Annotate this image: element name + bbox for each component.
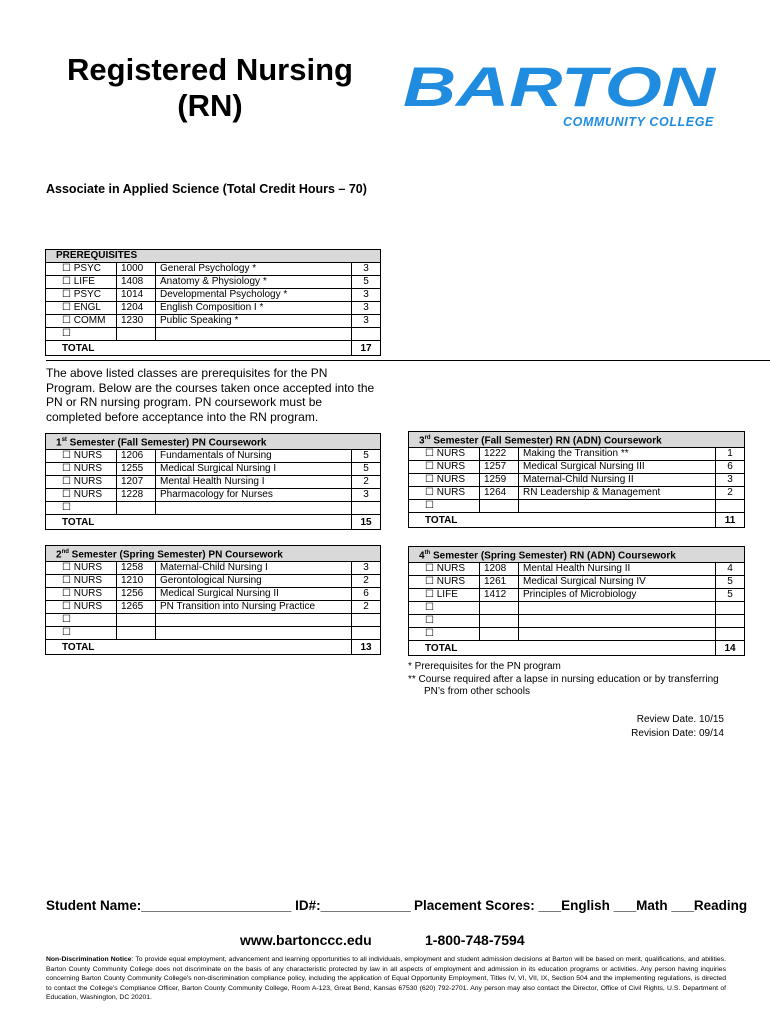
course-title-cell: Developmental Psychology * — [156, 289, 352, 302]
number-cell: 1210 — [117, 575, 156, 588]
review-date: Review Date. 10/15 — [636, 714, 724, 725]
course-title-cell: Medical Surgical Nursing II — [156, 588, 352, 601]
table-row — [46, 562, 381, 575]
table-header — [46, 250, 381, 263]
hours-cell: 5 — [716, 589, 745, 602]
course-title-cell: Maternal-Child Nursing I — [156, 562, 352, 575]
table-row — [409, 500, 745, 513]
number-cell: 1255 — [117, 463, 156, 476]
dept-cell[interactable]: ☐ NURS — [46, 463, 117, 476]
footnote-2-cont: PN’s from other schools — [424, 686, 530, 697]
dept-cell[interactable]: ☐ NURS — [409, 461, 480, 474]
dept-cell[interactable]: ☐ — [409, 500, 480, 513]
course-title-cell: PN Transition into Nursing Practice — [156, 601, 352, 614]
table-row — [409, 563, 745, 576]
semester-2-header: 2nd Semester (Spring Semester) PN Coursework — [46, 546, 381, 562]
number-cell: 1258 — [117, 562, 156, 575]
notice-label: Non-Discrimination Notice — [46, 956, 132, 963]
course-title-cell: Public Speaking * — [156, 315, 352, 328]
footnote-1: * Prerequisites for the PN program — [408, 661, 561, 672]
table-row — [46, 328, 381, 341]
course-title-cell: Medical Surgical Nursing I — [156, 463, 352, 476]
hours-cell: 3 — [352, 315, 381, 328]
course-title-cell: Gerontological Nursing — [156, 575, 352, 588]
table-row — [409, 487, 745, 500]
table-row — [46, 476, 381, 489]
website-link[interactable]: www.bartonccc.edu — [240, 932, 372, 948]
course-title-cell: Principles of Microbiology — [519, 589, 716, 602]
number-cell — [117, 614, 156, 627]
table-row — [409, 589, 745, 602]
dept-cell[interactable]: ☐ NURS — [46, 562, 117, 575]
semester-4-header: 4th Semester (Spring Semester) RN (ADN) Coursework — [409, 547, 745, 563]
table-row — [46, 315, 381, 328]
total-row — [409, 513, 745, 528]
table-row — [409, 615, 745, 628]
hours-cell: 3 — [352, 289, 381, 302]
dept-cell[interactable]: ☐ COMM — [46, 315, 117, 328]
logo-word: BARTON — [403, 60, 718, 118]
hours-cell: 2 — [352, 476, 381, 489]
degree-subtitle: Associate in Applied Science (Total Credit Hours – 70) — [46, 182, 367, 196]
table-row — [409, 461, 745, 474]
hours-cell: 5 — [352, 276, 381, 289]
hours-cell: 2 — [352, 601, 381, 614]
semester-2-table — [45, 545, 381, 655]
logo-sub: COMMUNITY COLLEGE — [563, 115, 714, 129]
table-row — [409, 602, 745, 615]
course-title-cell — [156, 614, 352, 627]
dept-cell[interactable]: ☐ NURS — [46, 588, 117, 601]
number-cell: 1228 — [117, 489, 156, 502]
table-row — [46, 575, 381, 588]
dept-cell[interactable]: ☐ — [46, 328, 117, 341]
course-title-cell: Maternal-Child Nursing II — [519, 474, 716, 487]
number-cell — [117, 627, 156, 640]
dept-cell[interactable]: ☐ NURS — [46, 476, 117, 489]
dept-cell[interactable]: ☐ — [409, 615, 480, 628]
number-cell: 1000 — [117, 263, 156, 276]
number-cell: 1408 — [117, 276, 156, 289]
table-row — [46, 276, 381, 289]
course-title-cell: Making the Transition ** — [519, 448, 716, 461]
number-cell: 1222 — [480, 448, 519, 461]
placement-scores-line[interactable]: Placement Scores: ___English ___Math ___Reading — [414, 898, 748, 913]
course-title-cell: Anatomy & Physiology * — [156, 276, 352, 289]
semester-4-table — [408, 546, 745, 656]
table-row — [46, 588, 381, 601]
dept-cell[interactable]: ☐ PSYC — [46, 263, 117, 276]
course-title-cell — [156, 502, 352, 515]
course-title-cell: RN Leadership & Management — [519, 487, 716, 500]
course-title-cell: Medical Surgical Nursing III — [519, 461, 716, 474]
student-info-line[interactable]: Student Name:____________________ ID#:____________ — [46, 898, 411, 913]
dept-cell[interactable]: ☐ NURS — [409, 448, 480, 461]
number-cell: 1208 — [480, 563, 519, 576]
semester-3-header: 3rd Semester (Fall Semester) RN (ADN) Coursework — [409, 432, 745, 448]
total-label: TOTAL — [46, 515, 352, 530]
total-row — [46, 341, 381, 356]
total-value: 14 — [716, 641, 745, 656]
hours-cell: 3 — [716, 474, 745, 487]
dept-cell[interactable]: ☐ NURS — [46, 450, 117, 463]
hours-cell — [352, 502, 381, 515]
table-row — [409, 474, 745, 487]
hours-cell: 5 — [352, 450, 381, 463]
course-title-cell: Medical Surgical Nursing IV — [519, 576, 716, 589]
footnotes — [408, 661, 748, 699]
hours-cell: 3 — [352, 302, 381, 315]
hours-cell: 5 — [716, 576, 745, 589]
hours-cell — [716, 615, 745, 628]
table-row — [46, 263, 381, 276]
dept-cell[interactable]: ☐ NURS — [46, 575, 117, 588]
course-title-cell: General Psychology * — [156, 263, 352, 276]
table-row — [46, 289, 381, 302]
course-title-cell: Fundamentals of Nursing — [156, 450, 352, 463]
table-row — [46, 614, 381, 627]
dept-cell[interactable]: ☐ — [46, 614, 117, 627]
dept-cell[interactable]: ☐ — [46, 627, 117, 640]
notice-text: : To provide equal employment, advancement and learning opportunities to all individuals, employment and student admission decisions at Barton will be based on merit, qualifications, and abilities. Barton County Community College does not discriminate on the basis of any characteristic protected by law in all aspects of employment and admission in its education programs or activities. Any person having inquiries concerning Barton County Community College’s non-discrimination compliance policy, including the application of Equal Opportunity Employment, Titles IV, VI, VII, IX, Section 504 and the implementing regulations, is directed to contact the College’s Compliance Officer, Barton County Community College, Room A-123, Great Bend, Kansas 67530 (620) 792-2701. Any person may also contact the Director, Office of Civil Rights, U.S. Department of Education, Washington, DC 20201. — [46, 956, 726, 1002]
number-cell — [117, 328, 156, 341]
dept-cell[interactable]: ☐ PSYC — [46, 289, 117, 302]
total-row — [46, 515, 381, 530]
dept-cell[interactable]: ☐ LIFE — [46, 276, 117, 289]
table-row — [46, 450, 381, 463]
hours-cell: 4 — [716, 563, 745, 576]
title-line-1: Registered Nursing — [67, 52, 353, 87]
number-cell — [480, 500, 519, 513]
hours-cell: 6 — [352, 588, 381, 601]
number-cell — [117, 502, 156, 515]
hours-cell — [716, 500, 745, 513]
table-row — [409, 628, 745, 641]
total-value: 13 — [352, 640, 381, 655]
number-cell: 1206 — [117, 450, 156, 463]
course-title-cell: English Composition I * — [156, 302, 352, 315]
footnote-2: ** Course required after a lapse in nursing education or by transferring — [408, 673, 719, 685]
number-cell: 1204 — [117, 302, 156, 315]
number-cell: 1412 — [480, 589, 519, 602]
number-cell — [480, 615, 519, 628]
total-value: 11 — [716, 513, 745, 528]
divider — [46, 360, 770, 361]
course-title-cell — [519, 615, 716, 628]
prereq-header: PREREQUISITES — [46, 250, 381, 263]
course-title-cell: Mental Health Nursing I — [156, 476, 352, 489]
intro-paragraph: The above listed classes are prerequisites for the PN Program. Below are the courses taken once accepted into the PN or RN nursing program. PN coursework must be completed before acceptance into the RN program. — [46, 366, 375, 424]
non-discrimination-notice — [46, 955, 726, 1003]
hours-cell: 3 — [352, 562, 381, 575]
hours-cell — [352, 627, 381, 640]
table-row — [46, 463, 381, 476]
table-row — [46, 627, 381, 640]
table-row — [46, 601, 381, 614]
dept-cell[interactable]: ☐ NURS — [409, 563, 480, 576]
course-title-cell — [156, 328, 352, 341]
total-row — [409, 641, 745, 656]
hours-cell — [716, 628, 745, 641]
number-cell: 1257 — [480, 461, 519, 474]
course-title-cell — [519, 628, 716, 641]
dept-cell[interactable]: ☐ ENGL — [46, 302, 117, 315]
total-label: TOTAL — [46, 640, 352, 655]
dept-cell[interactable]: ☐ NURS — [409, 474, 480, 487]
hours-cell: 1 — [716, 448, 745, 461]
dept-cell[interactable]: ☐ — [409, 628, 480, 641]
semester-1-table — [45, 433, 381, 530]
table-row — [409, 448, 745, 461]
table-row — [409, 576, 745, 589]
hours-cell — [352, 614, 381, 627]
hours-cell — [716, 602, 745, 615]
barton-logo — [400, 60, 718, 130]
semester-3-table — [408, 431, 745, 528]
dept-cell[interactable]: ☐ — [409, 602, 480, 615]
course-title-cell: Mental Health Nursing II — [519, 563, 716, 576]
hours-cell: 6 — [716, 461, 745, 474]
table-row — [46, 489, 381, 502]
course-title-cell — [156, 627, 352, 640]
hours-cell — [352, 328, 381, 341]
review-dates — [631, 713, 724, 740]
prerequisites-table — [45, 249, 381, 356]
hours-cell: 3 — [352, 489, 381, 502]
hours-cell: 5 — [352, 463, 381, 476]
total-row — [46, 640, 381, 655]
phone-number: 1-800-748-7594 — [425, 932, 525, 948]
revision-date: Revision Date: 09/14 — [631, 727, 724, 739]
dept-cell[interactable]: ☐ NURS — [409, 576, 480, 589]
number-cell: 1014 — [117, 289, 156, 302]
total-label: TOTAL — [409, 513, 716, 528]
number-cell: 1265 — [117, 601, 156, 614]
number-cell: 1264 — [480, 487, 519, 500]
number-cell — [480, 602, 519, 615]
dept-cell[interactable]: ☐ NURS — [46, 489, 117, 502]
number-cell: 1207 — [117, 476, 156, 489]
number-cell: 1261 — [480, 576, 519, 589]
course-title-cell — [519, 500, 716, 513]
title-line-2: (RN) — [177, 88, 243, 123]
semester-1-header: 1st Semester (Fall Semester) PN Coursework — [46, 434, 381, 450]
dept-cell[interactable]: ☐ LIFE — [409, 589, 480, 602]
dept-cell[interactable]: ☐ NURS — [46, 601, 117, 614]
hours-cell: 3 — [352, 263, 381, 276]
total-value: 15 — [352, 515, 381, 530]
dept-cell[interactable]: ☐ NURS — [409, 487, 480, 500]
number-cell — [480, 628, 519, 641]
course-title-cell: Pharmacology for Nurses — [156, 489, 352, 502]
page-title — [40, 52, 380, 124]
course-title-cell — [519, 602, 716, 615]
hours-cell: 2 — [352, 575, 381, 588]
table-row — [46, 302, 381, 315]
number-cell: 1256 — [117, 588, 156, 601]
number-cell: 1259 — [480, 474, 519, 487]
number-cell: 1230 — [117, 315, 156, 328]
total-value: 17 — [352, 341, 381, 356]
dept-cell[interactable]: ☐ — [46, 502, 117, 515]
total-label: TOTAL — [409, 641, 716, 656]
total-label: TOTAL — [46, 341, 352, 356]
table-row — [46, 502, 381, 515]
hours-cell: 2 — [716, 487, 745, 500]
